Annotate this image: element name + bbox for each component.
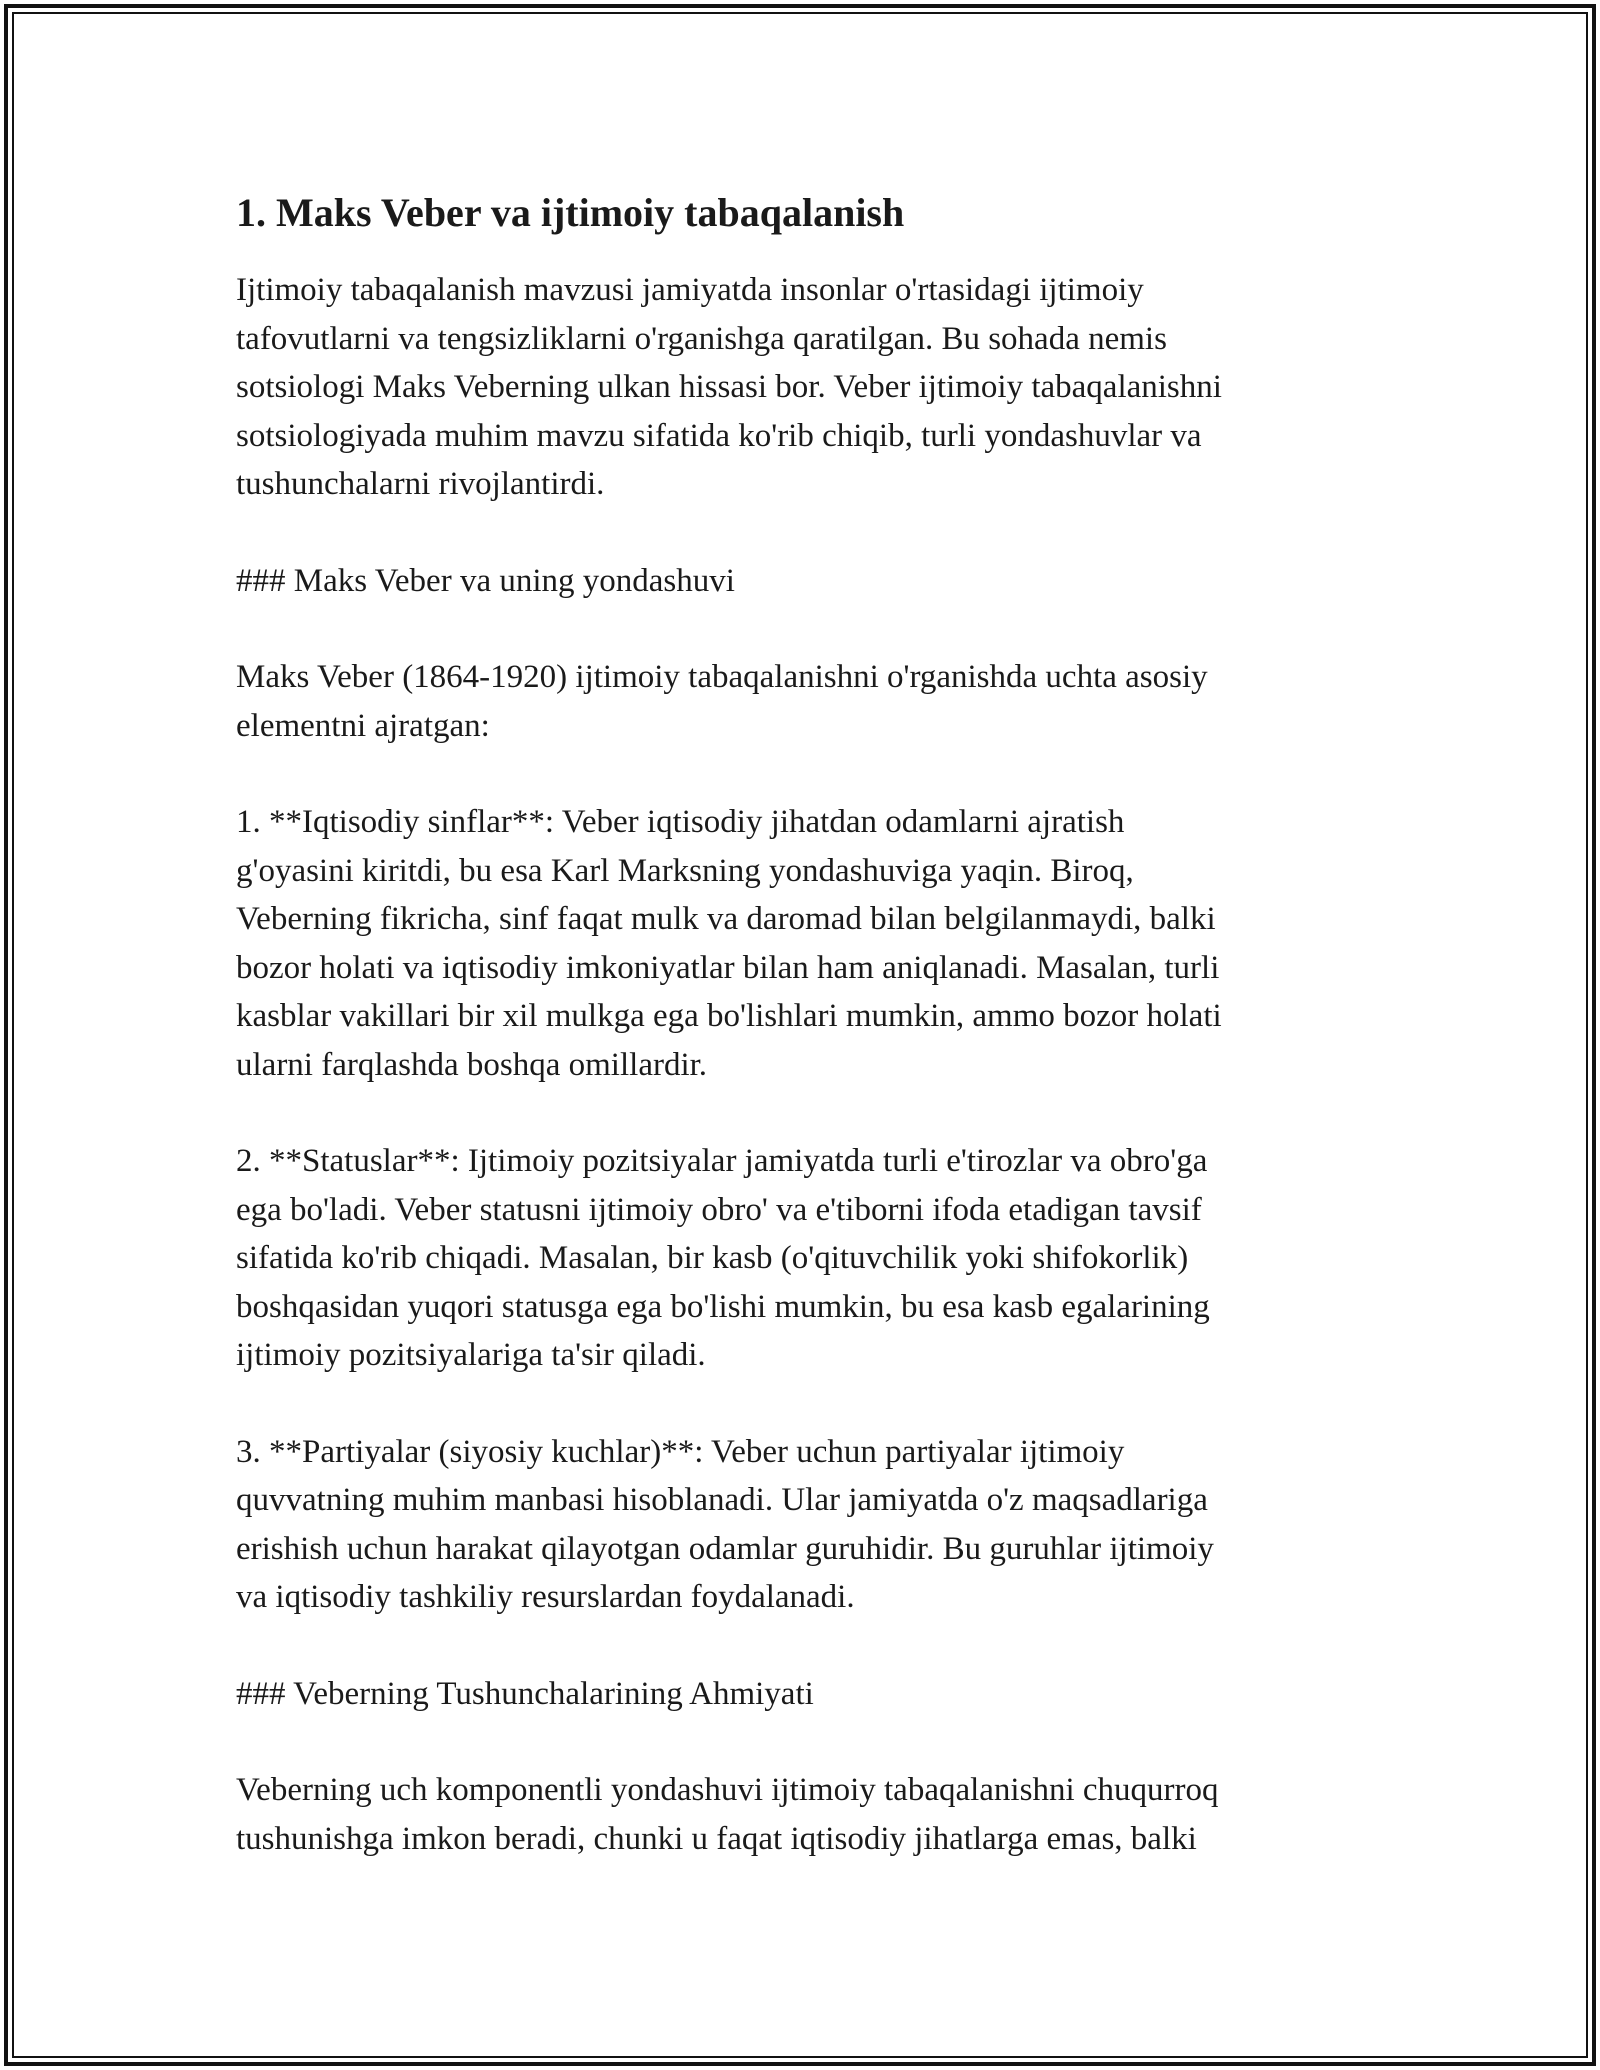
list-item-parties: 3. **Partiyalar (siyosiy kuchlar)**: Veber uchun partiyalar ijtimoiy quvvatning muhim manbasi hisoblanadi. Ular jamiyatda o'z maqsadlariga erishish uchun harakat qilayotgan odamlar guruhidir. Bu guruhlar ijtimoiy va iqtisodiy tashkiliy resurslardan foydalanadi. [236, 1433, 1214, 1615]
section-heading-importance: ### Veberning Tushunchalarining Ahmiyati [236, 1675, 814, 1712]
document-title: 1. Maks Veber va ijtimoiy tabaqalanish [236, 190, 905, 235]
importance-paragraph: Veberning uch komponentli yondashuvi ijtimoiy tabaqalanishni chuqurroq tushunishga imkon beradi, chunki u faqat iqtisodiy jihatlarga emas, balki [236, 1772, 1219, 1857]
list-item-statuses: 2. **Statuslar**: Ijtimoiy pozitsiyalar jamiyatda turli e'tirozlar va obro'ga ega bo'ladi. Veber statusni ijtimoiy obro' va e'tiborni ifoda etadigan tavsif sifatida ko'rib chiqadi. Masalan, bir kasb (o'qituvchilik yoki shifokorlik) boshqasidan yuqori statusga ega bo'lishi mumkin, bu esa kasb egalarining ijtimoiy pozitsiyalariga ta'sir qiladi. [236, 1143, 1210, 1373]
section-heading-approach: ### Maks Veber va uning yondashuvi [236, 562, 735, 599]
list-item-economic-classes: 1. **Iqtisodiy sinflar**: Veber iqtisodiy jihatdan odamlarni ajratish g'oyasini kiritdi, bu esa Karl Marksning yondashuviga yaqin. Biroq, Veberning fikricha, sinf faqat mulk va daromad bilan belgilanmaydi, balki bozor holati va iqtisodiy imkoniyatlar bilan ham aniqlanadi. Masalan, turli kasblar vakillari bir xil mulkga ega bo'lishlari mumkin, ammo bozor holati ularni farqlashda boshqa omillardir. [236, 804, 1222, 1083]
elements-intro-paragraph: Maks Veber (1864-1920) ijtimoiy tabaqalanishni o'rganishda uchta asosiy elementni ajratgan: [236, 659, 1208, 744]
intro-paragraph: Ijtimoiy tabaqalanish mavzusi jamiyatda insonlar o'rtasidagi ijtimoiy tafovutlarni va tengsizliklarni o'rganishga qaratilgan. Bu sohada nemis sotsiologi Maks Veberning ulkan hissasi bor. Veber ijtimoiy tabaqalanishni sotsiologiyada muhim mavzu sifatida ko'rib chiqib, turli yondashuvlar va tushunchalarni rivojlantirdi. [236, 272, 1222, 502]
document-body [236, 186, 1366, 1911]
